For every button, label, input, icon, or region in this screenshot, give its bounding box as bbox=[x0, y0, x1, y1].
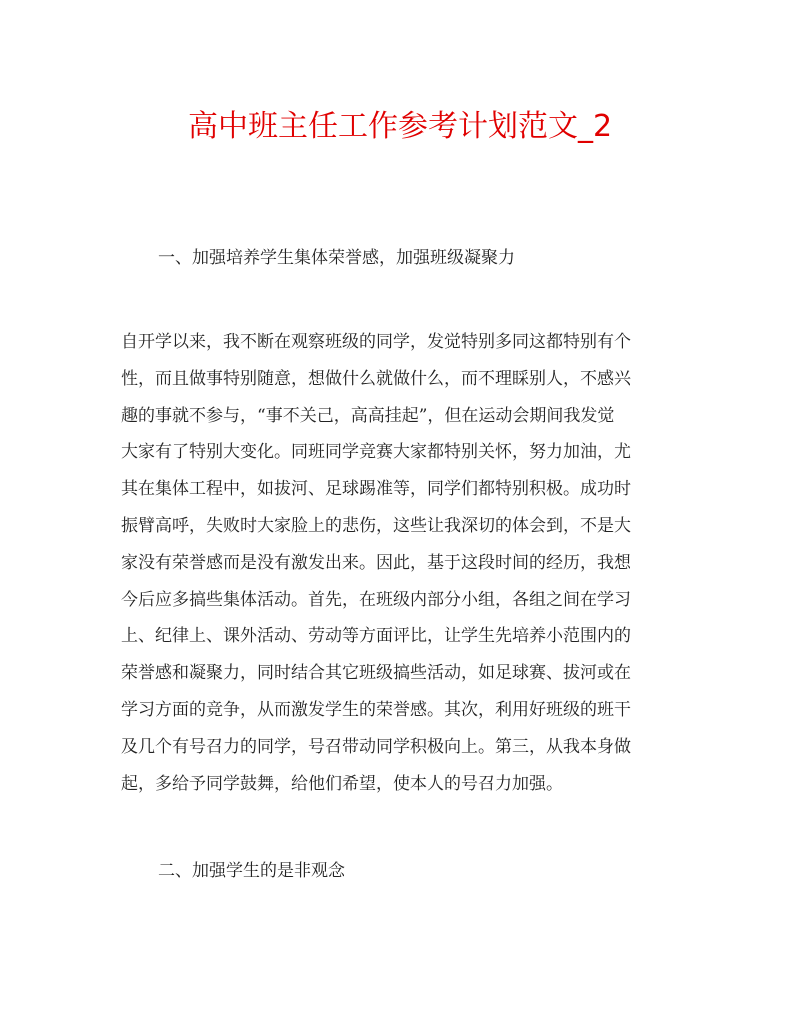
body-line: 学习方面的竞争，从而激发学生的荣誉感。其次，利用好班级的班干 bbox=[121, 699, 631, 720]
body-line: 家没有荣誉感而是没有激发出来。因此，基于这段时间的经历，我想 bbox=[121, 552, 631, 573]
body-line: 其在集体工程中，如拔河、足球踢准等，同学们都特别积极。成功时 bbox=[121, 479, 631, 500]
body-line: 及几个有号召力的同学，号召带动同学积极向上。第三，从我本身做 bbox=[121, 736, 631, 757]
body-line: 性，而且做事特别随意，想做什么就做什么，而不理睬别人，不感兴 bbox=[121, 368, 631, 389]
body-line: 荣誉感和凝聚力，同时结合其它班级搞些活动，如足球赛、拔河或在 bbox=[121, 663, 631, 684]
body-line: 大家有了特别大变化。同班同学竞赛大家都特别关怀，努力加油，尤 bbox=[121, 442, 631, 463]
section-1-body bbox=[121, 324, 679, 802]
body-line: 今后应多搞些集体活动。首先，在班级内部分小组，各组之间在学习 bbox=[121, 589, 631, 610]
body-line: 自开学以来，我不断在观察班级的同学，发觉特别多同这都特别有个 bbox=[121, 332, 631, 352]
body-line: 起，多给予同学鼓舞，给他们希望，使本人的号召力加强。 bbox=[121, 773, 563, 794]
section-heading-2: 二、加强学生的是非观念 bbox=[158, 861, 345, 881]
body-line: 趣的事就不参与，“事不关己，高高挂起”，但在运动会期间我发觉 bbox=[121, 405, 615, 426]
body-line: 上、纪律上、课外活动、劳动等方面评比，让学生先培养小范围内的 bbox=[121, 626, 631, 647]
section-heading-1: 一、加强培养学生集体荣誉感，加强班级凝聚力 bbox=[158, 248, 515, 268]
body-line: 振臂高呼，失败时大家脸上的悲伤，这些让我深切的体会到，不是大 bbox=[121, 515, 631, 536]
document-title: 高中班主任工作参考计划范文_2 bbox=[187, 109, 613, 144]
